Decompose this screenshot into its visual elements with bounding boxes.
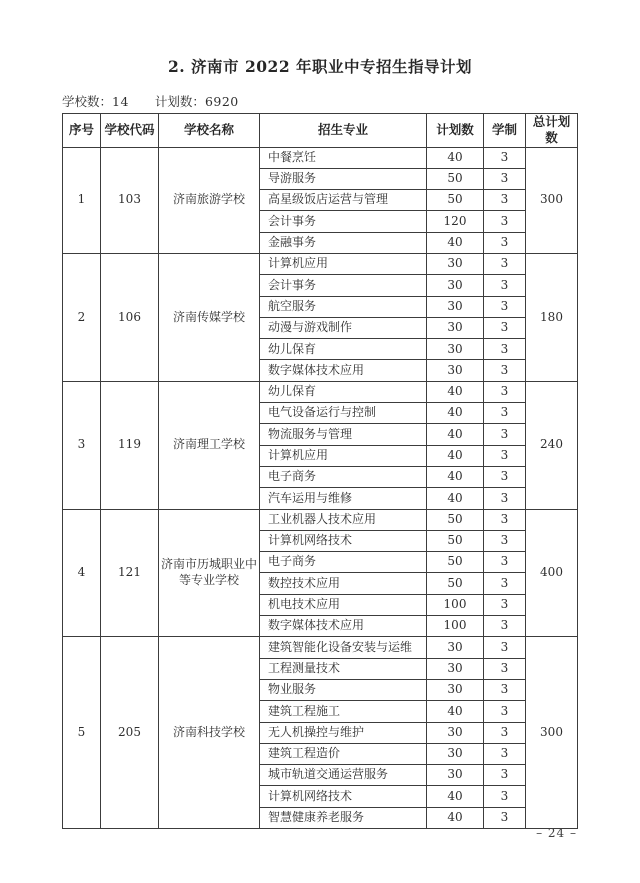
major-cell: 数控技术应用 [260, 573, 427, 594]
table-row [63, 509, 578, 530]
schooling-years-cell: 3 [484, 403, 526, 424]
school-count-label: 学校数： [62, 94, 113, 109]
major-cell: 工程测量技术 [260, 658, 427, 679]
major-cell: 电子商务 [260, 552, 427, 573]
major-cell: 建筑工程施工 [260, 701, 427, 722]
plan-count-value: 6920 [204, 94, 239, 109]
header-school-code: 学校代码 [101, 114, 159, 148]
school-name-cell: 济南科技学校 [159, 637, 260, 829]
schooling-years-cell: 3 [484, 807, 526, 828]
plan-count-cell: 50 [427, 190, 484, 211]
plan-count-cell: 50 [427, 552, 484, 573]
schooling-years-cell: 3 [484, 466, 526, 487]
major-cell: 电子商务 [260, 466, 427, 487]
major-cell: 无人机操控与维护 [260, 722, 427, 743]
plan-count-cell: 50 [427, 168, 484, 189]
schooling-years-cell: 3 [484, 147, 526, 168]
plan-count-cell: 30 [427, 679, 484, 700]
plan-count-cell: 30 [427, 275, 484, 296]
plan-count-cell: 30 [427, 637, 484, 658]
plan-count-cell: 30 [427, 658, 484, 679]
major-cell: 会计事务 [260, 275, 427, 296]
major-cell: 工业机器人技术应用 [260, 509, 427, 530]
major-cell: 智慧健康养老服务 [260, 807, 427, 828]
major-cell: 城市轨道交通运营服务 [260, 765, 427, 786]
plan-count-cell: 40 [427, 445, 484, 466]
total-plan-cell: 400 [526, 509, 578, 637]
table-row [63, 637, 578, 658]
plan-count-cell: 40 [427, 786, 484, 807]
major-cell: 数字媒体技术应用 [260, 616, 427, 637]
schooling-years-cell: 3 [484, 743, 526, 764]
schooling-years-cell: 3 [484, 722, 526, 743]
plan-count-cell: 50 [427, 509, 484, 530]
seq-cell: 5 [63, 637, 101, 829]
major-cell: 物业服务 [260, 679, 427, 700]
school-name-cell: 济南旅游学校 [159, 147, 260, 253]
schooling-years-cell: 3 [484, 381, 526, 402]
table-row [63, 381, 578, 402]
plan-count-cell: 40 [427, 381, 484, 402]
plan-count-cell: 120 [427, 211, 484, 232]
major-cell: 会计事务 [260, 211, 427, 232]
plan-count-cell: 100 [427, 616, 484, 637]
schooling-years-cell: 3 [484, 232, 526, 253]
major-cell: 幼儿保育 [260, 381, 427, 402]
major-cell: 导游服务 [260, 168, 427, 189]
school-name-cell: 济南传媒学校 [159, 253, 260, 381]
header-major: 招生专业 [260, 114, 427, 148]
total-plan-cell: 300 [526, 147, 578, 253]
schooling-years-cell: 3 [484, 701, 526, 722]
plan-count-cell: 30 [427, 743, 484, 764]
plan-count-cell: 30 [427, 722, 484, 743]
major-cell: 幼儿保育 [260, 339, 427, 360]
table-row [63, 253, 578, 274]
schooling-years-cell: 3 [484, 253, 526, 274]
major-cell: 物流服务与管理 [260, 424, 427, 445]
schooling-years-cell: 3 [484, 275, 526, 296]
schooling-years-cell: 3 [484, 658, 526, 679]
major-cell: 航空服务 [260, 296, 427, 317]
plan-count-cell: 40 [427, 466, 484, 487]
plan-count-label: 计划数： [154, 94, 205, 109]
plan-count-cell: 50 [427, 573, 484, 594]
school-code-cell: 119 [101, 381, 159, 509]
schooling-years-cell: 3 [484, 317, 526, 338]
major-cell: 高星级饭店运营与管理 [260, 190, 427, 211]
page-title: 2. 济南市 2022 年职业中专招生指导计划 [167, 57, 472, 76]
seq-cell: 2 [63, 253, 101, 381]
schooling-years-cell: 3 [484, 339, 526, 360]
major-cell: 建筑工程造价 [260, 743, 427, 764]
schooling-years-cell: 3 [484, 637, 526, 658]
schooling-years-cell: 3 [484, 190, 526, 211]
table-row [63, 147, 578, 168]
total-plan-cell: 300 [526, 637, 578, 829]
school-count-value: 14 [112, 94, 129, 109]
schooling-years-cell: 3 [484, 786, 526, 807]
schooling-years-cell: 3 [484, 488, 526, 509]
schooling-years-cell: 3 [484, 552, 526, 573]
header-schooling-years: 学制 [484, 114, 526, 148]
schooling-years-cell: 3 [484, 616, 526, 637]
major-cell: 金融事务 [260, 232, 427, 253]
header-plan-count: 计划数 [427, 114, 484, 148]
plan-count-cell: 100 [427, 594, 484, 615]
plan-count-cell: 40 [427, 147, 484, 168]
schooling-years-cell: 3 [484, 211, 526, 232]
plan-count-cell: 30 [427, 317, 484, 338]
plan-count-cell: 50 [427, 530, 484, 551]
school-code-cell: 205 [101, 637, 159, 829]
seq-cell: 3 [63, 381, 101, 509]
page-number: – 24 – [536, 826, 577, 840]
schooling-years-cell: 3 [484, 296, 526, 317]
schooling-years-cell: 3 [484, 679, 526, 700]
major-cell: 中餐烹饪 [260, 147, 427, 168]
total-plan-cell: 240 [526, 381, 578, 509]
schooling-years-cell: 3 [484, 445, 526, 466]
header-seq: 序号 [63, 114, 101, 148]
seq-cell: 1 [63, 147, 101, 253]
major-cell: 计算机应用 [260, 253, 427, 274]
major-cell: 计算机应用 [260, 445, 427, 466]
plan-count-cell: 30 [427, 765, 484, 786]
school-code-cell: 121 [101, 509, 159, 637]
school-name-cell: 济南理工学校 [159, 381, 260, 509]
plan-count-cell: 30 [427, 339, 484, 360]
major-cell: 电气设备运行与控制 [260, 403, 427, 424]
table-header-row [63, 114, 578, 148]
plan-count-cell: 30 [427, 253, 484, 274]
plan-count-cell: 30 [427, 296, 484, 317]
major-cell: 数字媒体技术应用 [260, 360, 427, 381]
schooling-years-cell: 3 [484, 424, 526, 445]
school-code-cell: 106 [101, 253, 159, 381]
schooling-years-cell: 3 [484, 594, 526, 615]
total-plan-cell: 180 [526, 253, 578, 381]
schooling-years-cell: 3 [484, 509, 526, 530]
schooling-years-cell: 3 [484, 573, 526, 594]
plan-count-cell: 40 [427, 403, 484, 424]
seq-cell: 4 [63, 509, 101, 637]
plan-count-cell: 40 [427, 488, 484, 509]
plan-count-cell: 40 [427, 424, 484, 445]
school-code-cell: 103 [101, 147, 159, 253]
enrollment-plan-table [62, 113, 578, 829]
header-total-plan: 总计划数 [526, 114, 578, 148]
major-cell: 机电技术应用 [260, 594, 427, 615]
plan-count-cell: 40 [427, 807, 484, 828]
schooling-years-cell: 3 [484, 168, 526, 189]
plan-count-cell: 30 [427, 360, 484, 381]
major-cell: 动漫与游戏制作 [260, 317, 427, 338]
summary-line [62, 92, 239, 110]
major-cell: 汽车运用与维修 [260, 488, 427, 509]
plan-count-cell: 40 [427, 701, 484, 722]
header-school-name: 学校名称 [159, 114, 260, 148]
major-cell: 建筑智能化设备安装与运维 [260, 637, 427, 658]
schooling-years-cell: 3 [484, 360, 526, 381]
plan-count-cell: 40 [427, 232, 484, 253]
table-body [63, 147, 578, 829]
school-name-cell: 济南市历城职业中等专业学校 [159, 509, 260, 637]
schooling-years-cell: 3 [484, 765, 526, 786]
major-cell: 计算机网络技术 [260, 530, 427, 551]
major-cell: 计算机网络技术 [260, 786, 427, 807]
schooling-years-cell: 3 [484, 530, 526, 551]
